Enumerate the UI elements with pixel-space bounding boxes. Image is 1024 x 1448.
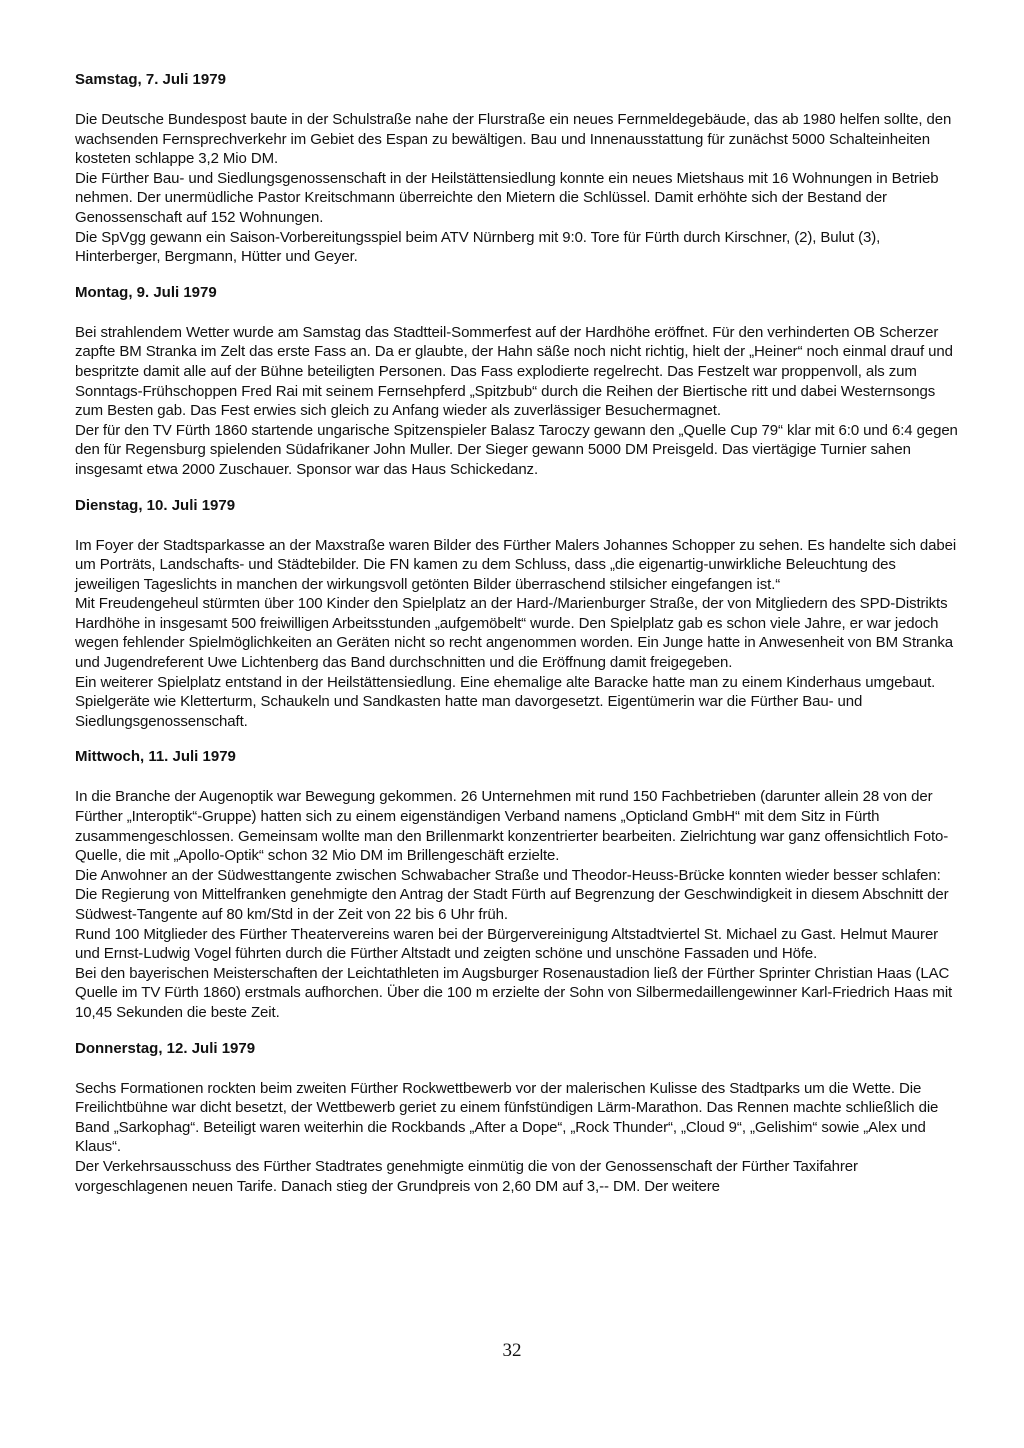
chronicle-content: [75, 70, 960, 1212]
entry-date-heading: Donnerstag, 12. Juli 1979: [75, 1039, 256, 1057]
chronicle-entry: [75, 1039, 960, 1197]
entry-paragraph: In die Branche der Augenoptik war Bewegung gekommen. 26 Unternehmen mit rund 150 Fachbetrieben (darunter allein 28 von der Fürther „Interoptik“-Gruppe) hatten sich zu einem eigenständigen Verband namens „Opticland GmbH“ mit dem Sitz in Fürth zusammengeschlossen. Gemeinsam wollte man den Brillenmarkt konzentrierter bearbeiten. Zielrichtung war ganz offensichtlich Foto-Quelle, die mit „Apollo-Optik“ schon 32 Mio DM im Brillengeschäft erzielte.: [75, 788, 949, 865]
entry-paragraph: Ein weiterer Spielplatz entstand in der Heilstättensiedlung. Eine ehemalige alte Baracke hatte man zu einem Kinderhaus umgebaut. Spielgeräte wie Kletterturm, Schaukeln und Sandkasten hatte man davorgesetzt. Eigentümerin war die Fürther Bau- und Siedlungsgenossenschaft.: [75, 673, 936, 730]
entry-paragraph: Bei strahlendem Wetter wurde am Samstag das Stadtteil-Sommerfest auf der Hardhöhe eröffnet. Für den verhinderten OB Scherzer zapfte BM Stranka im Zelt das erste Fass an. Da er glaubte, der Hahn säße noch nicht richtig, hielt der „Heiner“ noch einmal drauf und bespritzte damit alle auf der Bühne beteiligten Personen. Das Fass explodierte regelrecht. Das Festzelt war proppenvoll, als zum Sonntags-Frühschoppen Fred Rai mit seinem Fernsehpferd „Spitzbub“ durch die Reihen der Biertische ritt und dabei Westernsongs zum Besten gab. Das Fest erwies sich gleich zu Anfang wieder als zuverlässiger Besuchermagnet.: [75, 323, 953, 420]
entry-date-heading: Montag, 9. Juli 1979: [75, 283, 217, 301]
entry-paragraph: Die Fürther Bau- und Siedlungsgenossenschaft in der Heilstättensiedlung konnte ein neues Mietshaus mit 16 Wohnungen in Betrieb nehmen. Der unermüdliche Pastor Kreitschmann überreichte den Mietern die Schlüssel. Damit erhöhte sich der Bestand der Genossenschaft auf 152 Wohnungen.: [75, 169, 939, 226]
chronicle-entry: [75, 496, 960, 732]
entry-date-heading: Samstag, 7. Juli 1979: [75, 71, 226, 88]
entry-paragraph: Die Deutsche Bundespost baute in der Schulstraße nahe der Flurstraße ein neues Fernmeldegebäude, das ab 1980 helfen sollte, den wachsenden Fernsprechverkehr im Gebiet des Espan zu bewältigen. Bau und Innenausstattung für zunächst 5000 Schalteinheiten kosteten schlappe 3,2 Mio DM.: [75, 111, 952, 168]
entry-paragraph: Die SpVgg gewann ein Saison-Vorbereitungsspiel beim ATV Nürnberg mit 9:0. Tore für Fürth durch Kirschner, (2), Bulut (3), Hinterberger, Bergmann, Hütter und Geyer.: [75, 228, 881, 266]
entry-paragraph: Rund 100 Mitglieder des Fürther Theatervereins waren bei der Bürgervereinigung Altstadtviertel St. Michael zu Gast. Helmut Maurer und Ernst-Ludwig Vogel führten durch die Fürther Altstadt und zeigten schöne und unschöne Fassaden und Höfe.: [75, 925, 939, 963]
entry-paragraph: Die Anwohner an der Südwesttangente zwischen Schwabacher Straße und Theodor-Heuss-Brücke konnten wieder besser schlafen: Die Regierung von Mittelfranken genehmigte den Antrag der Stadt Fürth auf Begrenzung der Geschwindigkeit in diesem Abschnitt der Südwest-Tangente auf 80 km/Std in der Zeit von 22 bis 6 Uhr früh.: [75, 866, 949, 923]
chronicle-entry: [75, 747, 960, 1022]
entry-paragraph: Der für den TV Fürth 1860 startende ungarische Spitzenspieler Balasz Taroczy gewann den „Quelle Cup 79“ klar mit 6:0 und 6:4 gegen den für Regensburg spielenden Südafrikaner John Muller. Der Sieger gewann 5000 DM Preisgeld. Das viertägige Turnier sahen insgesamt etwa 2000 Zuschauer. Sponsor war das Haus Schickedanz.: [75, 421, 958, 478]
entry-paragraph: Im Foyer der Stadtsparkasse an der Maxstraße waren Bilder des Fürther Malers Johannes Schopper zu sehen. Es handelte sich dabei um Porträts, Landschafts- und Städtebilder. Die FN kamen zu dem Schluss, dass „die eigenartig-unwirkliche Beleuchtung des jeweiligen Tageslichts in manchen der wirkungsvoll getönten Bilder überraschend stilsicher eingefangen ist.“: [75, 536, 957, 593]
page-number: 32: [502, 1340, 522, 1361]
entry-paragraph: Der Verkehrsausschuss des Fürther Stadtrates genehmigte einmütig die von der Genossenschaft der Fürther Taxifahrer vorgeschlagenen neuen Tarife. Danach stieg der Grundpreis von 2,60 DM auf 3,-- DM. Der weitere: [75, 1157, 858, 1195]
chronicle-entry: [75, 283, 960, 480]
chronicle-entry: [75, 70, 960, 267]
entry-paragraph: Mit Freudengeheul stürmten über 100 Kinder den Spielplatz an der Hard-/Marienburger Straße, der von Mitgliedern des SPD-Distrikts Hardhöhe in insgesamt 500 freiwilligen Arbeitsstunden „aufgemöbelt“ wurde. Den Spielplatz gab es schon viele Jahre, er war jedoch wegen fehlender Spielmöglichkeiten an Geräten nicht so recht angenommen worden. Ein Junge hatte in Anwesenheit von BM Stranka und Jugendreferent Uwe Lichtenberg das Band durchschnitten und die Eröffnung damit freigegeben.: [75, 595, 954, 672]
entry-date-heading: Mittwoch, 11. Juli 1979: [75, 748, 236, 766]
entry-paragraph: Bei den bayerischen Meisterschaften der Leichtathleten im Augsburger Rosenaustadion ließ der Fürther Sprinter Christian Haas (LAC Quelle im TV Fürth 1860) erstmals aufhorchen. Über die 100 m erzielte der Sohn von Silbermedaillengewinner Karl-Friedrich Haas mit 10,45 Sekunden die beste Zeit.: [75, 964, 953, 1021]
entry-paragraph: Sechs Formationen rockten beim zweiten Fürther Rockwettbewerb vor der malerischen Kulisse des Stadtparks um die Wette. Die Freilichtbühne war dicht besetzt, der Wettbewerb geriet zu einem fünfstündigen Lärm-Marathon. Das Rennen machte schließlich die Band „Sarkophag“. Beteiligt waren weiterhin die Rockbands „After a Dope“, „Rock Thunder“, „Cloud 9“, „Gelishim“ sowie „Alex und Klaus“.: [75, 1079, 939, 1156]
entry-date-heading: Dienstag, 10. Juli 1979: [75, 496, 236, 514]
